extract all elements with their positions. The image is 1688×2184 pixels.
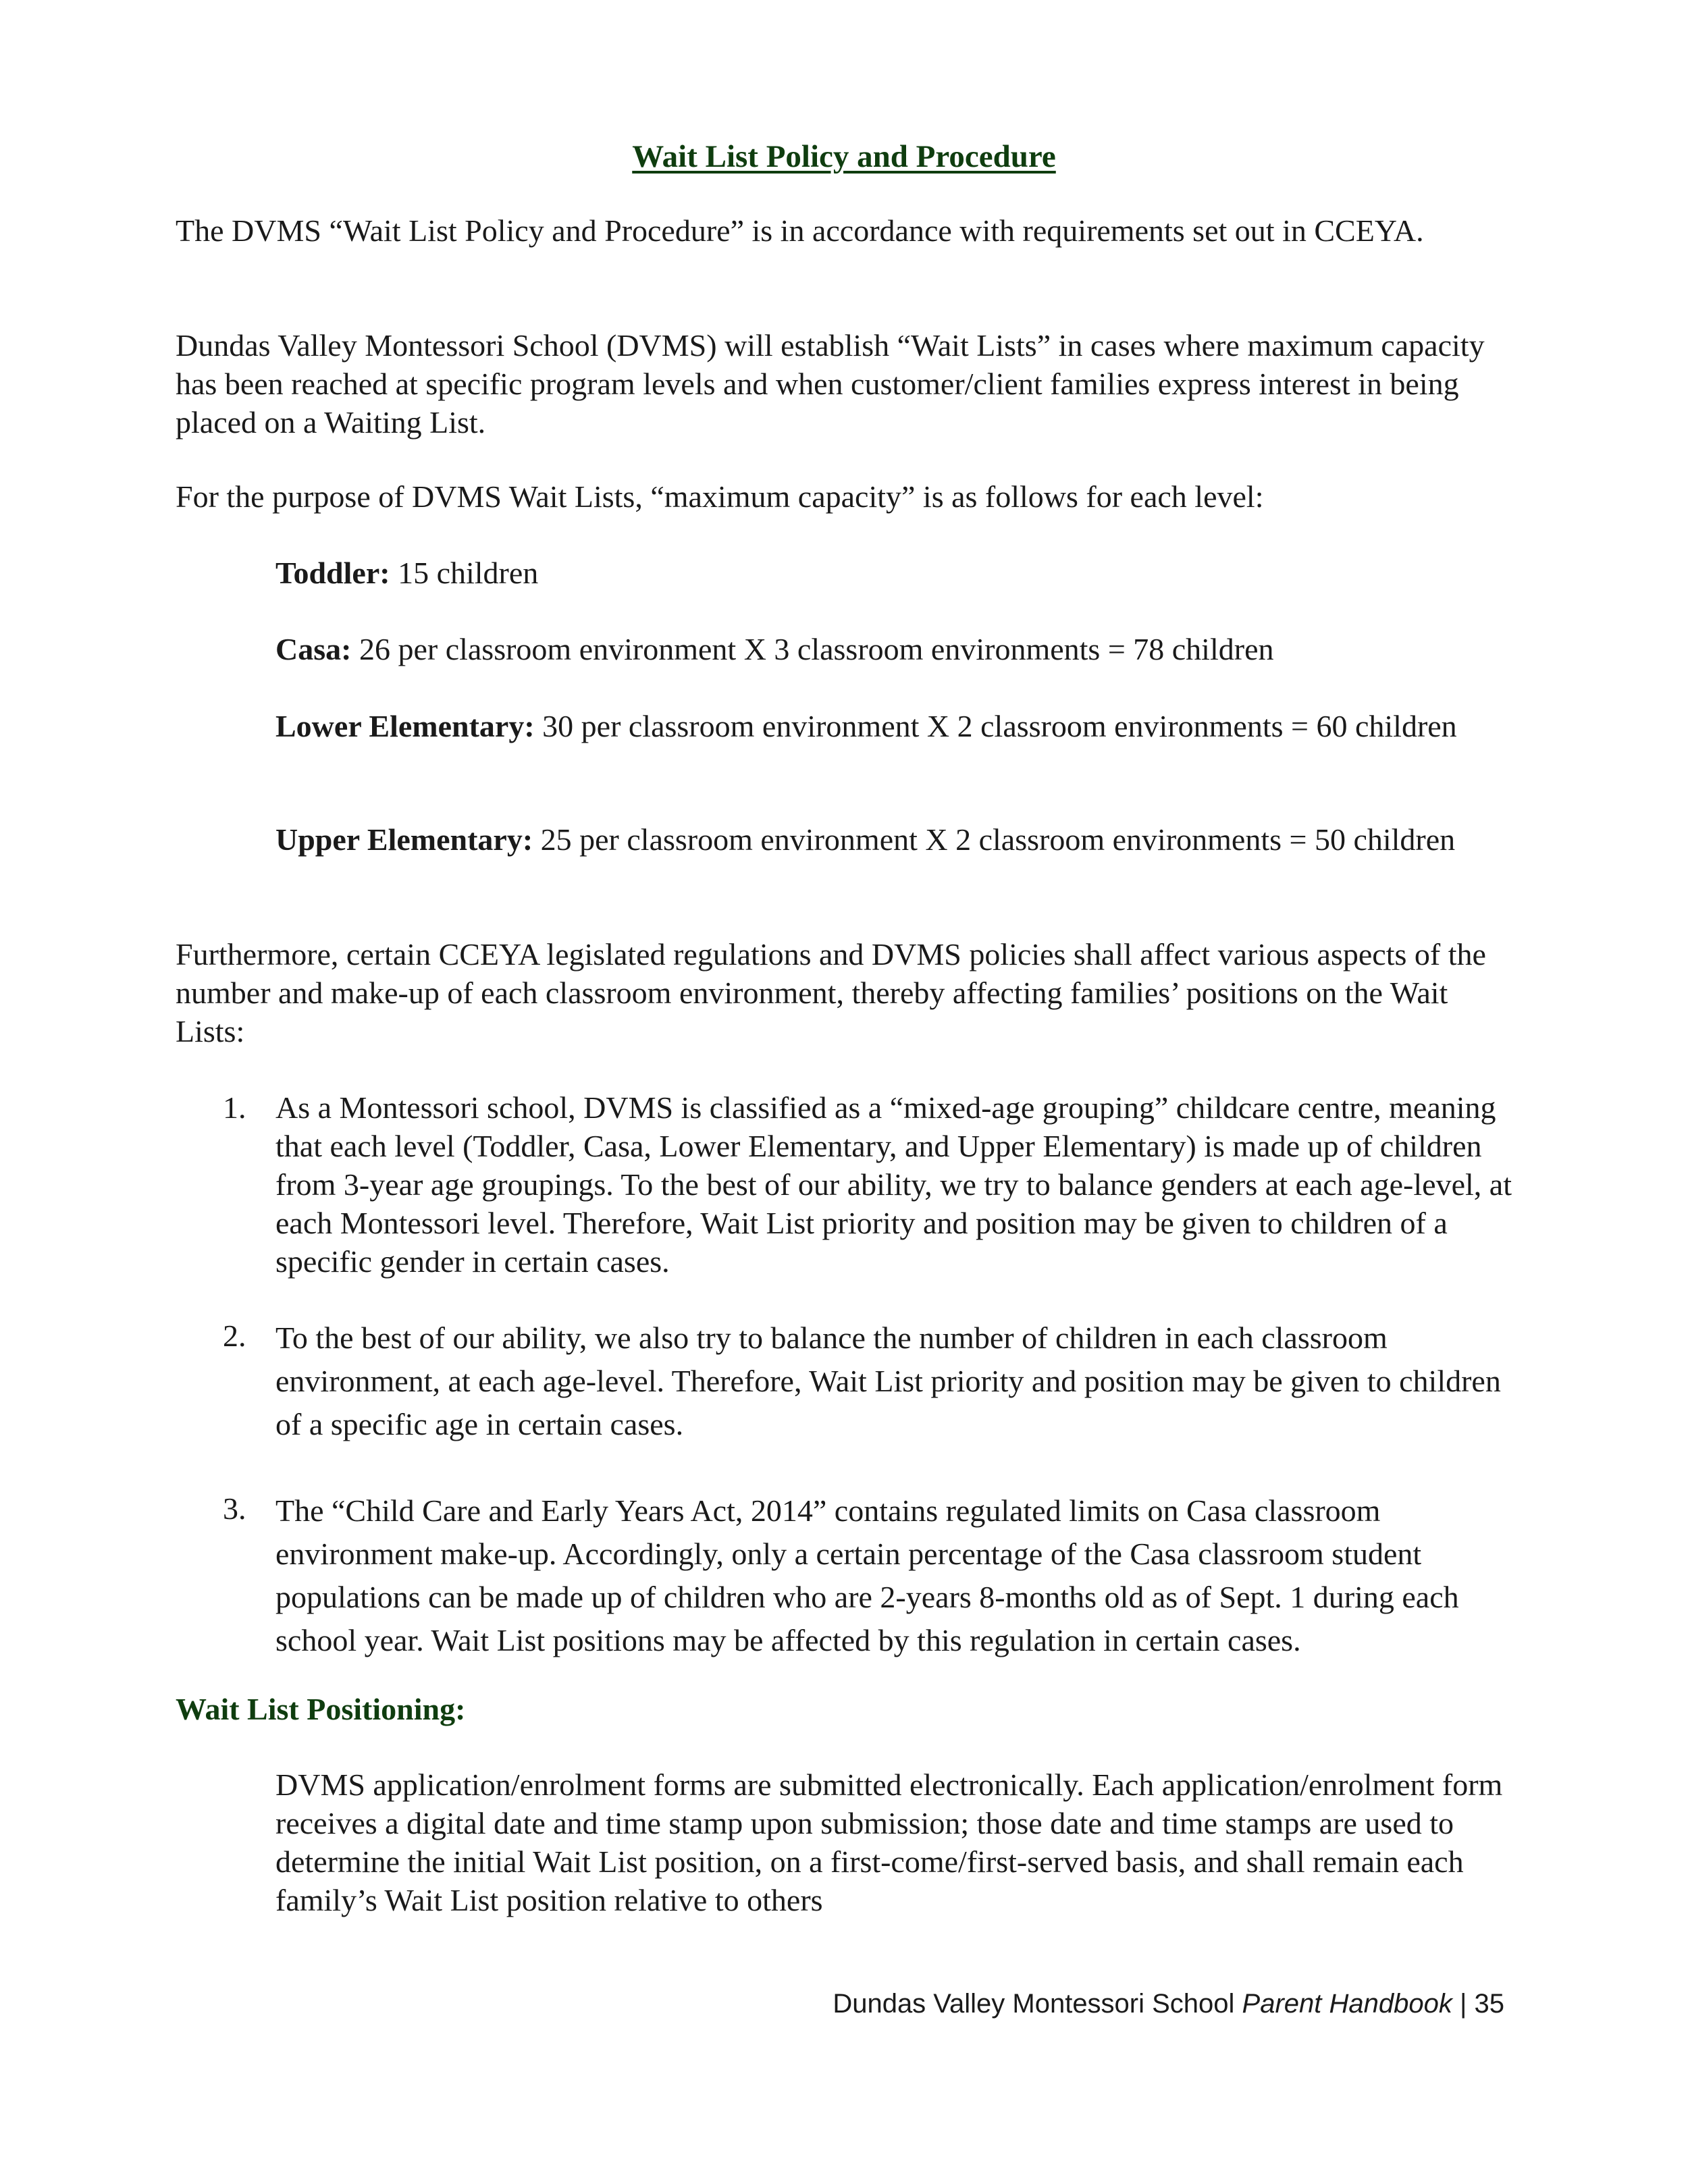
capacity-value: 25 per classroom environment X 2 classroom environments = 50 children (533, 822, 1456, 857)
intro-paragraph-1: The DVMS “Wait List Policy and Procedure” is in accordance with requirements set out in CCEYA. (176, 213, 1424, 248)
capacity-level-label: Lower Elementary: (275, 709, 535, 743)
footer-separator: | (1452, 1989, 1475, 2019)
wait-list-positioning-heading: Wait List Positioning: (176, 1692, 466, 1726)
list-text: As a Montessori school, DVMS is classified as a “mixed-age grouping” childcare centre, meaning that each level (Toddler, Casa, Lower Elementary, and Upper Elementary) is made up of children from 3-year age groupings. To the best of our ability, we try to balance genders at each age-level, at each Montessori level. Therefore, Wait List priority and position may be given to children of a specific gender in certain cases. (275, 1090, 1512, 1279)
capacity-lower-elementary (275, 707, 1518, 745)
page-number: 35 (1474, 1989, 1504, 2019)
capacity-casa (275, 630, 1518, 668)
capacity-level-label: Upper Elementary: (275, 822, 533, 857)
list-text: The “Child Care and Early Years Act, 2014” contains regulated limits on Casa classroom environment make-up. Accordingly, only a certain percentage of the Casa classroom student populations can be made up of children who are 2-years 8-months old as of Sept. 1 during each school year. Wait List positions may be affected by this regulation in certain cases. (275, 1493, 1459, 1657)
page-title: Wait List Policy and Procedure (632, 139, 1056, 174)
capacity-level-label: Toddler: (275, 556, 390, 590)
intro-paragraph-2: Dundas Valley Montessori School (DVMS) will establish “Wait Lists” in cases where maximum capacity has been reached at specific program levels and when customer/client families express interest in being placed on a Waiting List. (176, 328, 1485, 440)
footer-book-title: Parent Handbook (1242, 1989, 1452, 2019)
furthermore-paragraph: Furthermore, certain CCEYA legislated regulations and DVMS policies shall affect various aspects of the number and make-up of each classroom environment, thereby affecting families’ positions on the Wait Lists: (176, 937, 1486, 1048)
list-number: 3. (223, 1491, 246, 1526)
list-number: 1. (223, 1090, 246, 1125)
page-footer (833, 1989, 1504, 2019)
capacity-value: 26 per classroom environment X 3 classroom environments = 78 children (351, 632, 1274, 666)
positioning-paragraph: DVMS application/enrolment forms are submitted electronically. Each application/enrolment form receives a digital date and time stamp upon submission; those date and time stamps are used to determine the initial Wait List position, on a first-come/first-served basis, and shall remain each family’s Wait List position relative to others (275, 1767, 1503, 1917)
capacity-toddler (275, 554, 1518, 592)
capacity-upper-elementary (275, 820, 1518, 859)
capacity-value: 15 children (390, 556, 539, 590)
capacity-level-label: Casa: (275, 632, 352, 666)
list-text: To the best of our ability, we also try to balance the number of children in each classroom environment, at each age-level. Therefore, Wait List priority and position may be given to children of a specific age in certain cases. (275, 1321, 1501, 1441)
footer-school-name: Dundas Valley Montessori School (833, 1989, 1242, 2019)
capacity-value: 30 per classroom environment X 2 classroom environments = 60 children (534, 709, 1457, 743)
list-number: 2. (223, 1319, 246, 1353)
intro-paragraph-3: For the purpose of DVMS Wait Lists, “maximum capacity” is as follows for each level: (176, 479, 1264, 514)
